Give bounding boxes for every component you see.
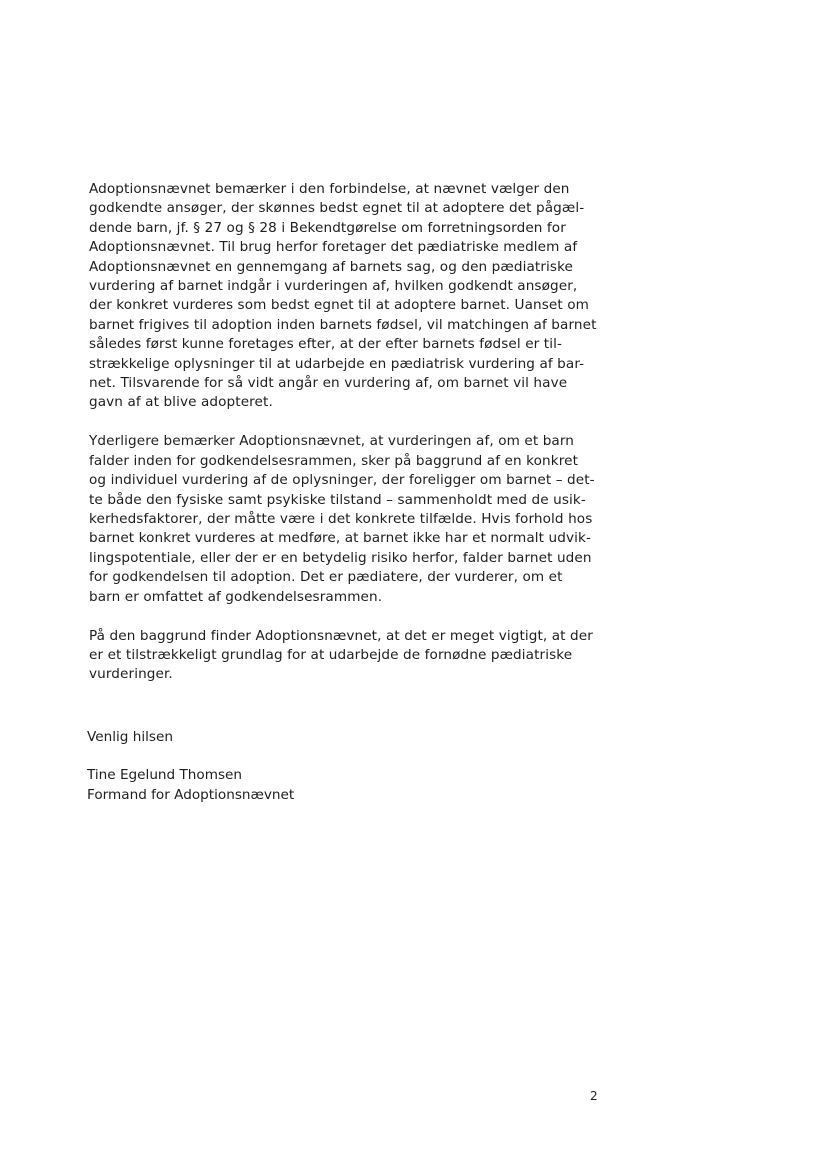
text-line: vurdering af barnet indgår i vurderingen af, hvilken godkendt ansøger,	[89, 278, 578, 295]
text-line: er et tilstrækkeligt grundlag for at udarbejde de fornødne pædiatriske	[89, 646, 573, 663]
text-line: vurderinger.	[89, 666, 173, 683]
text-line: falder inden for godkendelsesrammen, sker på baggrund af en konkret	[89, 452, 579, 469]
text-line: Adoptionsnævnet en gennemgang af barnets sag, og den pædiatriske	[89, 258, 574, 275]
text-line: barnet konkret vurderes at medføre, at barnet ikke har et normalt udvik-	[89, 530, 591, 547]
text-line: barnet frigives til adoption inden barnets fødsel, vil matchingen af barnet	[89, 316, 597, 333]
text-line: for godkendelsen til adoption. Det er pædiatere, der vurderer, om et	[89, 569, 563, 586]
paragraph-approval-scope	[89, 432, 614, 607]
text-line: Adoptionsnævnet. Til brug herfor foretager det pædiatriske medlem af	[89, 239, 578, 256]
text-line: te både den fysiske samt psykiske tilstand – sammenholdt med de usik-	[89, 491, 586, 508]
letter-body	[89, 180, 614, 685]
paragraph-matching	[89, 180, 614, 413]
text-line: kerhedsfaktorer, der måtte være i det konkrete tilfælde. Hvis forhold hos	[89, 511, 593, 527]
text-line: Adoptionsnævnet bemærker i den forbindelse, at nævnet vælger den	[89, 181, 570, 197]
paragraph-conclusion	[89, 627, 614, 685]
text-line: barn er omfattet af godkendelsesrammen.	[89, 588, 383, 605]
text-line: På den baggrund finder Adoptionsnævnet, at det er meget vigtigt, at der	[89, 627, 593, 644]
text-line: net. Tilsvarende for så vidt angår en vurdering af, om barnet vil have	[89, 375, 568, 392]
page-number: 2	[590, 1089, 598, 1103]
text-line: dende barn, jf. § 27 og § 28 i Bekendtgørelse om forretningsorden for	[89, 219, 566, 236]
text-line: gavn af at blive adopteret.	[89, 394, 273, 411]
text-line: der konkret vurderes som bedst egnet til at adoptere barnet. Uanset om	[89, 297, 589, 314]
signature-block	[87, 766, 294, 805]
text-line: lingspotentiale, eller der er en betydelig risiko herfor, falder barnet uden	[89, 549, 592, 566]
signatory-title: Formand for Adoptionsnævnet	[87, 786, 295, 803]
signatory-name: Tine Egelund Thomsen	[87, 767, 243, 783]
text-line: og individuel vurdering af de oplysninger, der foreligger om barnet – det-	[89, 472, 595, 489]
text-line: godkendte ansøger, der skønnes bedst egnet til at adoptere det pågæl-	[89, 200, 585, 217]
text-line: således først kunne foretages efter, at der efter barnets fødsel er til-	[89, 336, 562, 353]
text-line: strækkelige oplysninger til at udarbejde en pædiatrisk vurdering af bar-	[89, 355, 585, 372]
text-line: Yderligere bemærker Adoptionsnævnet, at vurderingen af, om et barn	[89, 433, 575, 450]
closing-salutation: Venlig hilsen	[87, 729, 173, 745]
